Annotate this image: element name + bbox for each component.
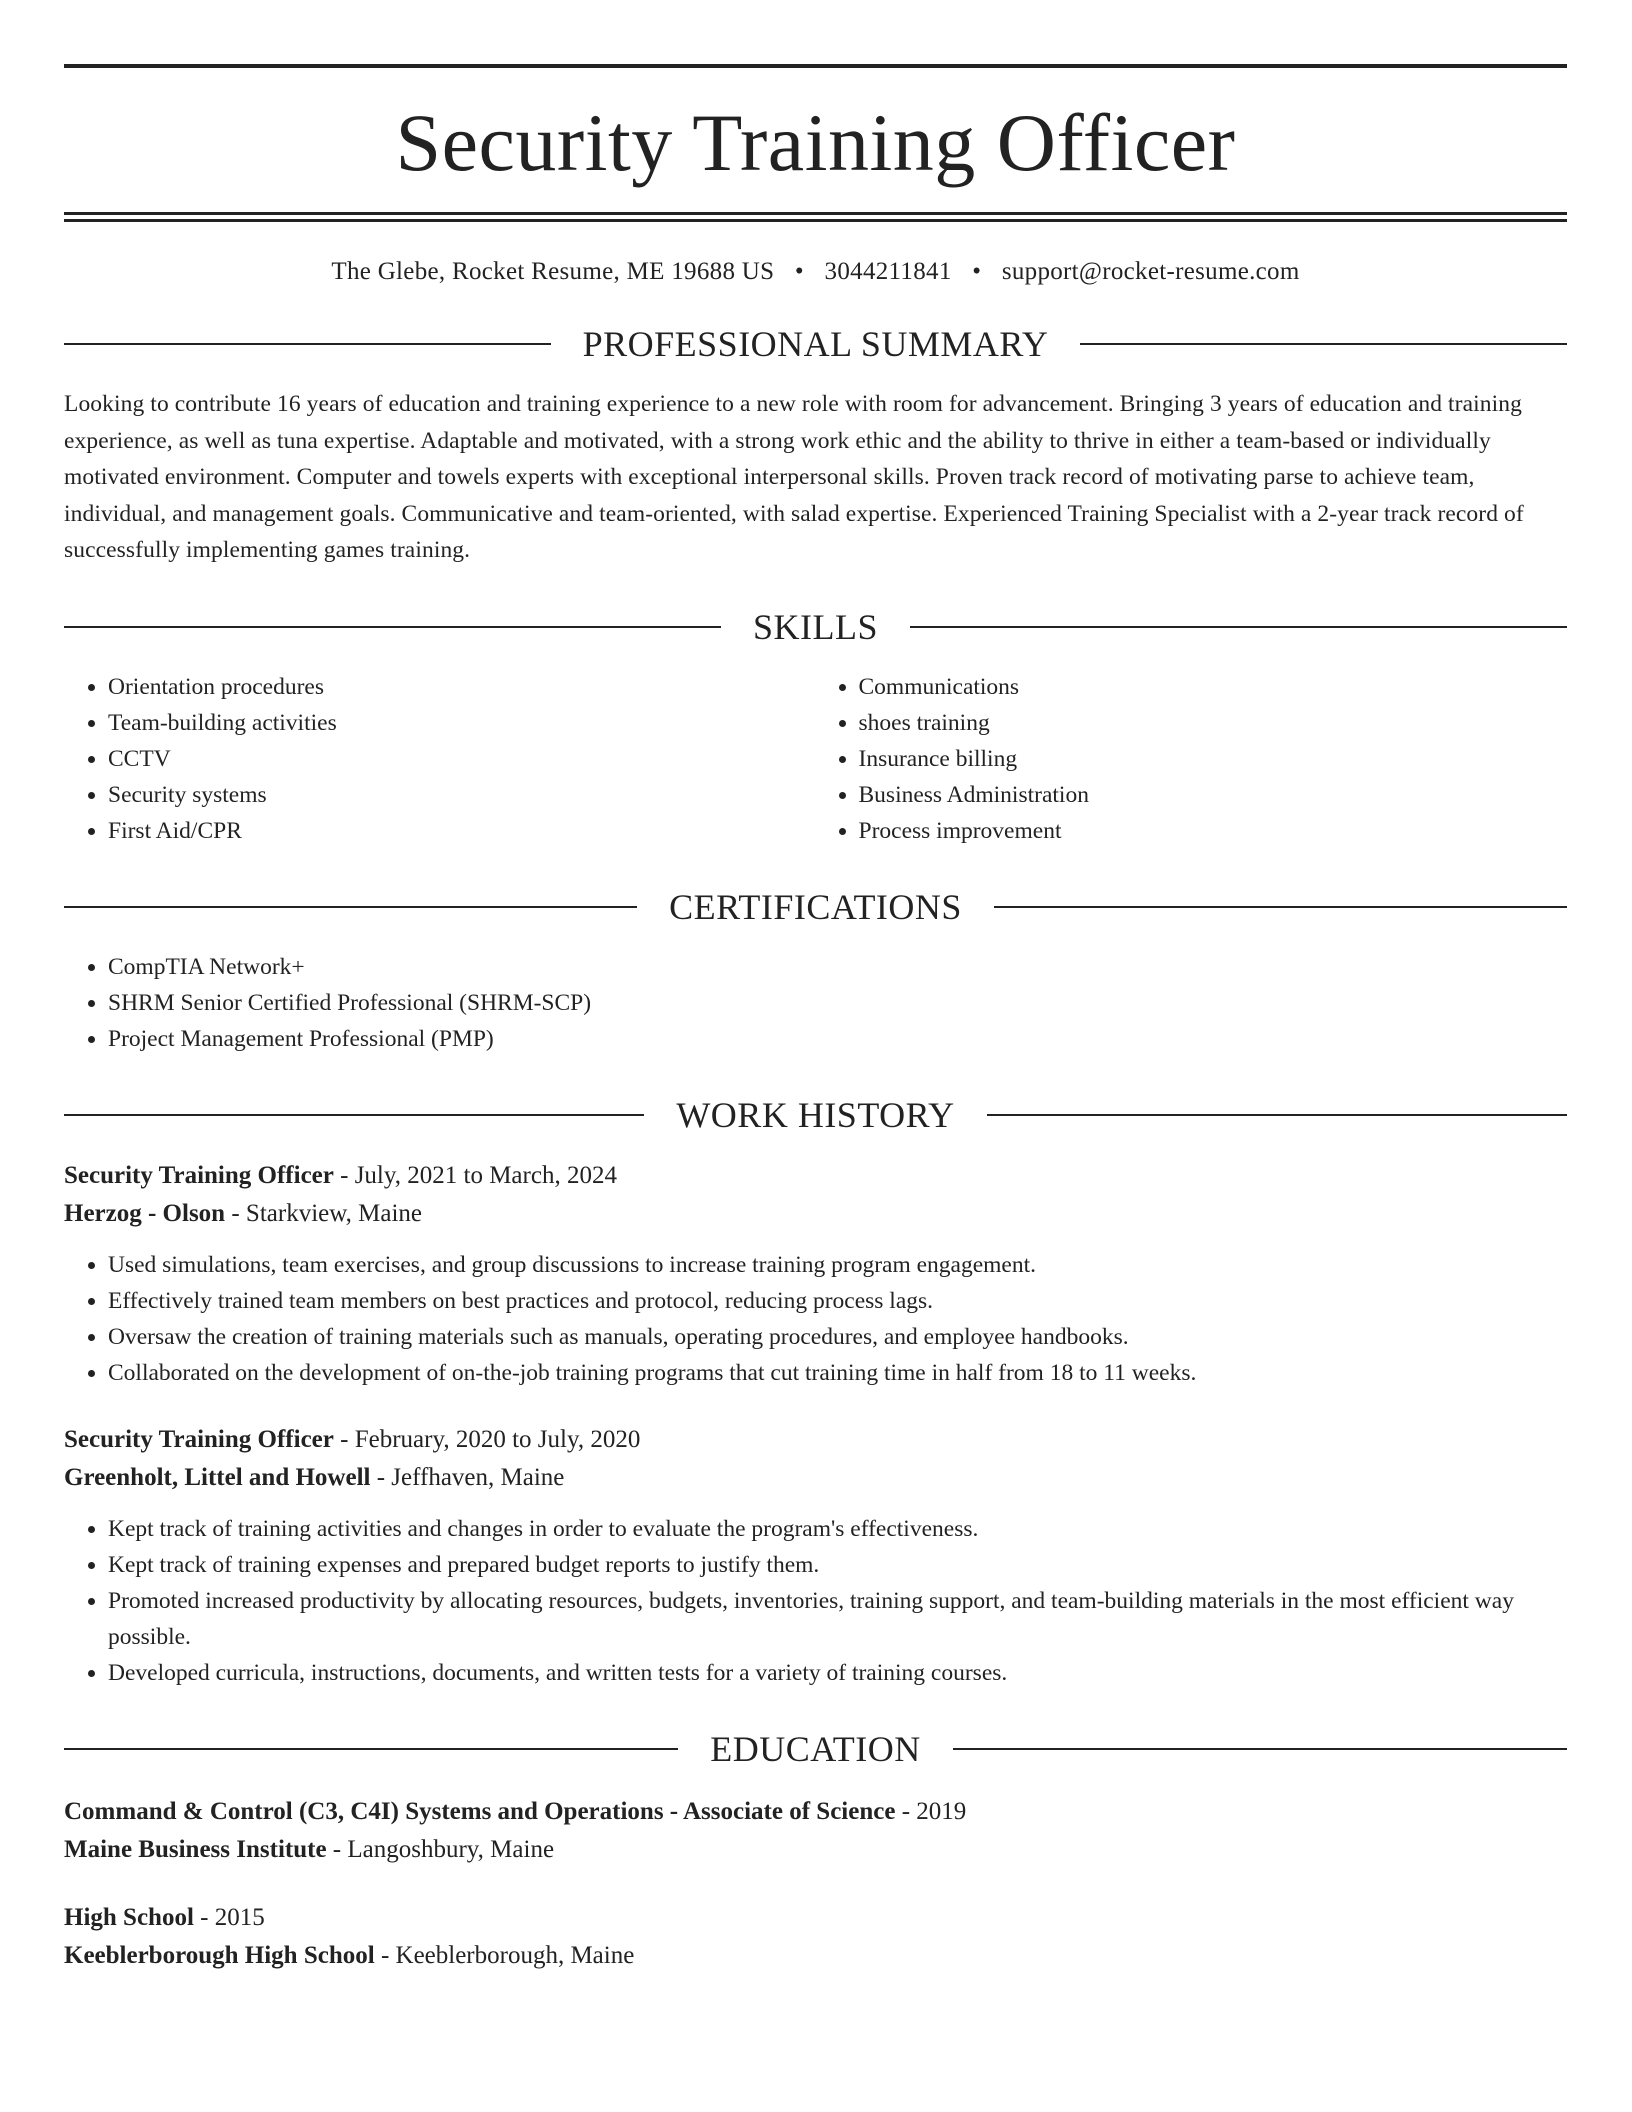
education-year: - 2019 [895, 1797, 967, 1825]
section-rule [64, 906, 637, 908]
section-rule [987, 1114, 1567, 1116]
job-bullet: • Oversaw the creation of training materials such as manuals, operating procedures, and employee handbooks. [108, 1319, 1567, 1355]
education-location: - Keeblerborough, Maine [374, 1941, 635, 1969]
section-title: SKILLS [753, 606, 879, 647]
skill-item: • Communications [859, 669, 1568, 705]
section-education-heading [64, 1729, 1567, 1769]
job-bullet: • Developed curricula, instructions, documents, and written tests for a variety of training courses. [108, 1655, 1567, 1691]
section-work-heading [64, 1095, 1567, 1135]
job-dates: - July, 2021 to March, 2024 [333, 1161, 617, 1189]
job-company: Herzog - Olson [64, 1199, 226, 1227]
section-certifications-heading [64, 887, 1567, 927]
job-location: - Starkview, Maine [225, 1199, 423, 1227]
top-rule [64, 64, 1567, 68]
job-bullet: • Kept track of training expenses and prepared budget reports to justify them. [108, 1547, 1567, 1583]
education-degree-line [64, 1793, 1567, 1831]
education-school-line [64, 1937, 1567, 1975]
section-rule [64, 1114, 644, 1116]
section-rule [1080, 343, 1567, 345]
skill-item: • Security systems [108, 777, 817, 813]
section-summary-heading [64, 324, 1567, 364]
job-location: - Jeffhaven, Maine [370, 1463, 565, 1491]
job-entry [64, 1157, 1567, 1391]
education-entry [64, 1793, 1567, 1869]
certification-item: • CompTIA Network+ [108, 949, 1567, 985]
skill-item: • shoes training [859, 705, 1568, 741]
education-year: - 2015 [193, 1903, 265, 1931]
education-degree-line [64, 1899, 1567, 1937]
job-bullet: • Promoted increased productivity by allocating resources, budgets, inventories, training support, and team-building materials in the most efficient way possible. [108, 1583, 1567, 1655]
resume-name: Security Training Officer [395, 97, 1236, 188]
section-skills-heading [64, 607, 1567, 647]
job-title: Security Training Officer [64, 1161, 334, 1189]
job-company-line [64, 1459, 1567, 1497]
education-entry [64, 1899, 1567, 1975]
summary-paragraph: Looking to contribute 16 years of education and training experience to a new role with room for advancement. Bringing 3 years of education and training experience, as well as tuna expertise. Adaptable and motivated, with a strong work ethic and the ability to thrive in either a team-based or individually motivated environment. Computer and towels experts with exceptional interpersonal skills. Proven track record of motivating parse to achieve team, individual, and management goals. Communicative and team-oriented, with salad expertise. Experienced Training Specialist with a 2-year track record of successfully implementing games training. [64, 391, 1524, 563]
skill-item: • Orientation procedures [108, 669, 817, 705]
skills-column-left [64, 669, 817, 849]
education-school-line [64, 1831, 1567, 1869]
skill-item: • Team-building activities [108, 705, 817, 741]
job-title-line [64, 1157, 1567, 1195]
certification-item: • Project Management Professional (PMP) [108, 1021, 1567, 1057]
skill-item: • Insurance billing [859, 741, 1568, 777]
section-rule [64, 343, 551, 345]
section-title: PROFESSIONAL SUMMARY [582, 324, 1049, 364]
job-bullet: • Kept track of training activities and changes in order to evaluate the program's effectiveness. [108, 1511, 1567, 1547]
job-title-line [64, 1421, 1567, 1459]
education-location: - Langoshbury, Maine [326, 1835, 555, 1863]
section-title: CERTIFICATIONS [669, 886, 962, 927]
section-rule [953, 1748, 1567, 1750]
job-entry [64, 1421, 1567, 1691]
contact-address: The Glebe, Rocket Resume, ME 19688 US [331, 258, 775, 285]
contact-separator: • [972, 258, 982, 285]
certifications-list [64, 949, 1567, 1057]
skill-item: • Business Administration [859, 777, 1568, 813]
education-school: Maine Business Institute [64, 1835, 327, 1863]
job-title: Security Training Officer [64, 1425, 334, 1453]
job-bullets [64, 1247, 1567, 1391]
section-rule [910, 626, 1567, 628]
section-rule [64, 1748, 678, 1750]
certification-item: • SHRM Senior Certified Professional (SHRM-SCP) [108, 985, 1567, 1021]
education-degree: High School [64, 1903, 194, 1931]
skill-item: • Process improvement [859, 813, 1568, 849]
skills-column-right [817, 669, 1568, 849]
job-bullet: • Collaborated on the development of on-the-job training programs that cut training time in half from 18 to 11 weeks. [108, 1355, 1567, 1391]
education-school: Keeblerborough High School [64, 1941, 375, 1969]
job-company: Greenholt, Littel and Howell [64, 1463, 371, 1491]
section-rule [994, 906, 1567, 908]
contact-email: support@rocket-resume.com [1001, 258, 1300, 285]
skills-list [64, 669, 1567, 849]
contact-line [64, 258, 1567, 286]
skill-item: • CCTV [108, 741, 817, 777]
job-dates: - February, 2020 to July, 2020 [333, 1425, 641, 1453]
contact-phone: 3044211841 [824, 258, 952, 285]
skill-item: • First Aid/CPR [108, 813, 817, 849]
double-rule [64, 212, 1567, 222]
section-title: EDUCATION [710, 1728, 921, 1769]
education-degree: Command & Control (C3, C4I) Systems and Operations - Associate of Science [64, 1797, 896, 1825]
job-company-line [64, 1195, 1567, 1233]
resume-page [64, 64, 1567, 1975]
section-rule [64, 626, 721, 628]
contact-separator: • [794, 258, 804, 285]
section-title: WORK HISTORY [676, 1094, 955, 1135]
job-bullets [64, 1511, 1567, 1691]
job-bullet: • Used simulations, team exercises, and group discussions to increase training program engagement. [108, 1247, 1567, 1283]
job-bullet: • Effectively trained team members on best practices and protocol, reducing process lags. [108, 1283, 1567, 1319]
